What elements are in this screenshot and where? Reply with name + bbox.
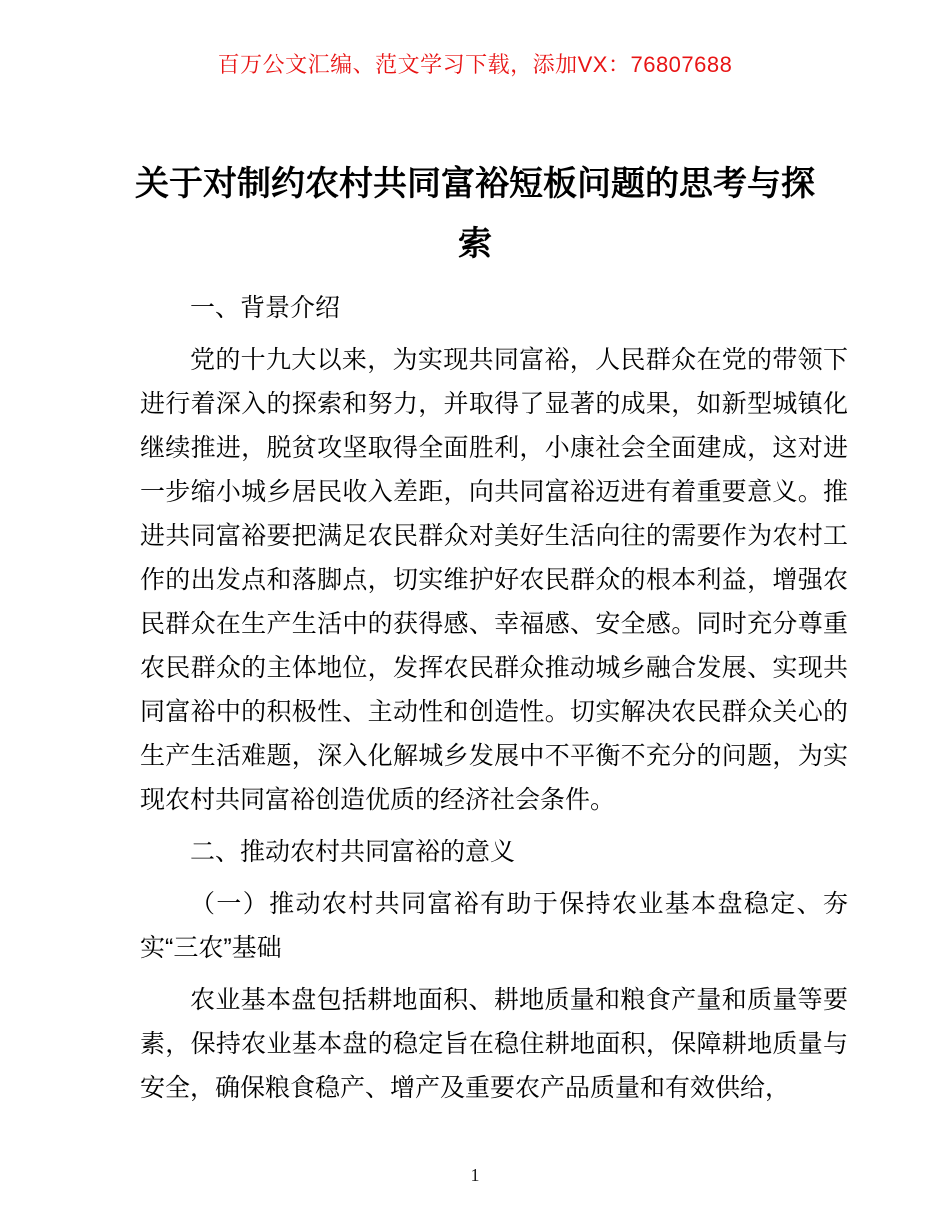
page-number: 1 (470, 1165, 480, 1185)
section-heading-2: 二、推动农村共同富裕的意义 (190, 838, 516, 866)
body-paragraph-2: 农业基本盘包括耕地面积、耕地质量和粮食产量和质量等要素，保持农业基本盘的稳定旨在稳住耕地面积，保障耕地质量与安全，确保粮食稳产、增产及重要农产品质量和有效供给， (140, 986, 848, 1102)
section-heading-1: 一、背景介绍 (190, 294, 341, 322)
promo-header-note: 百万公文汇编、范文学习下载，添加VX：76807688 (217, 52, 733, 77)
subsection-heading-1: （一）推动农村共同富裕有助于保持农业基本盘稳定、夯实“三农”基础 (140, 890, 848, 962)
body-paragraph-1: 党的十九大以来，为实现共同富裕，人民群众在党的带领下进行着深入的探索和努力，并取得了显著的成果，如新型城镇化继续推进，脱贫攻坚取得全面胜利，小康社会全面建成，这对进一步缩小城乡居民收入差距，向共同富裕迈进有着重要意义。推进共同富裕要把满足农民群众对美好生活向往的需要作为农村工作的出发点和落脚点，切实维护好农民群众的根本利益，增强农民群众在生产生活中的获得感、幸福感、安全感。同时充分尊重农民群众的主体地位，发挥农民群众推动城乡融合发展、实现共同富裕中的积极性、主动性和创造性。切实解决农民群众关心的生产生活难题，深入化解城乡发展中不平衡不充分的问题，为实现农村共同富裕创造优质的经济社会条件。 (140, 346, 848, 814)
document-title: 关于对制约农村共同富裕短板问题的思考与探索 (135, 165, 815, 263)
document-body (140, 274, 848, 1110)
